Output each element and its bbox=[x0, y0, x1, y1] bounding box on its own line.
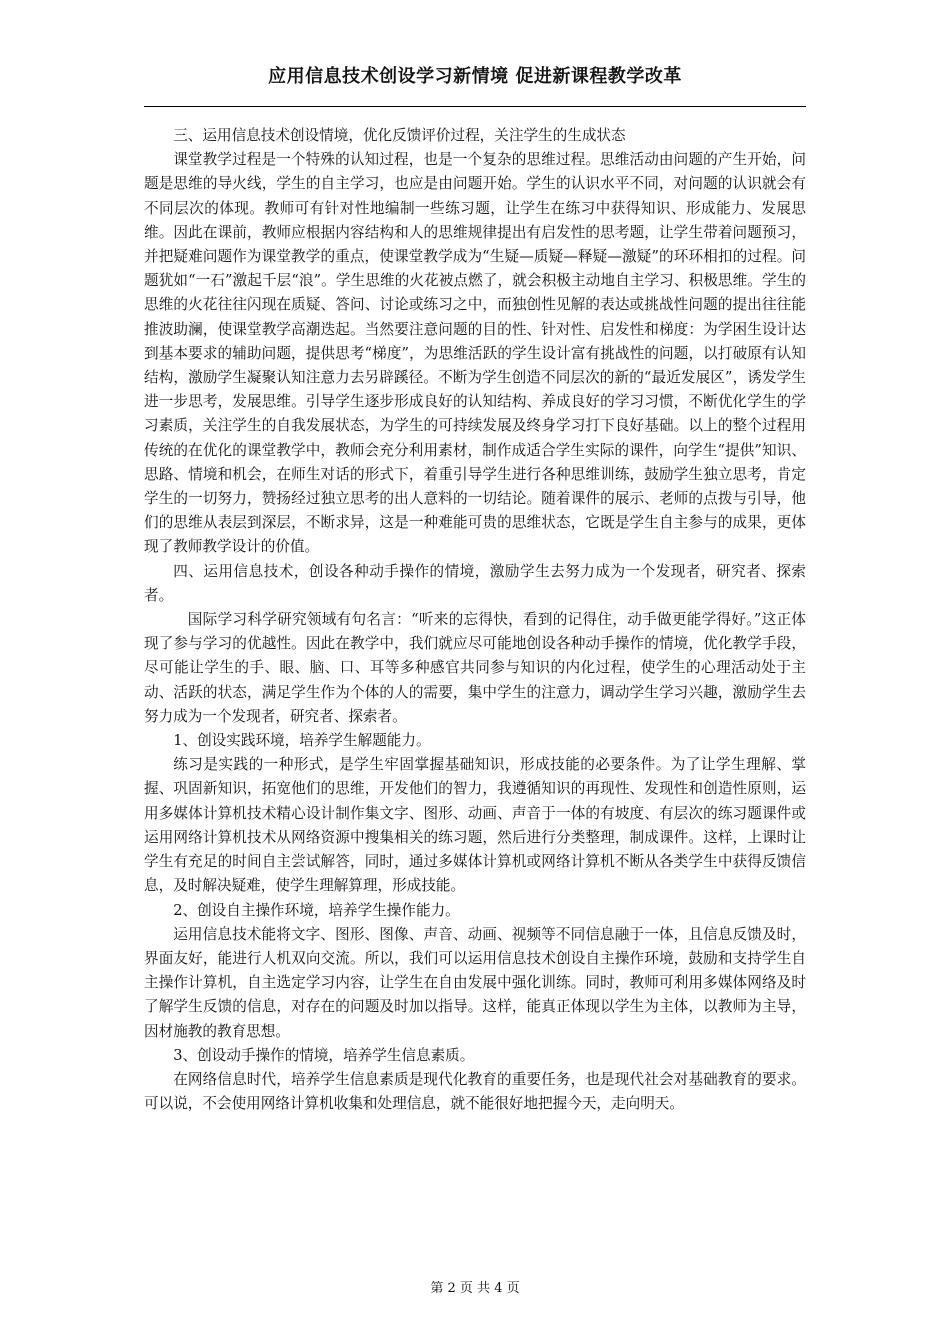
page-header-title: 应用信息技术创设学习新情境 促进新课程教学改革 bbox=[268, 66, 682, 87]
body-paragraph: 练习是实践的一种形式，是学生牢固掌握基础知识，形成技能的必要条件。为了让学生理解、掌握、巩固新知识，拓宽他们的思维，开发他们的智力，我遵循知识的再现性、发现性和创造性原则，运用多媒体计算机技术精心设计制作集文字、图形、动画、声音于一体的有坡度、有层次的练习题课件或运用网络计算机技术从网络资源中搜集相关的练习题，然后进行分类整理，制成课件。这样，上课时让学生有充足的时间自主尝试解答，同时，通过多媒体计算机或网络计算机不断从各类学生中获得反馈信息，及时解决疑难，使学生理解算理，形成技能。 bbox=[144, 756, 806, 895]
body-paragraph: 在网络信息时代，培养学生信息素质是现代化教育的重要任务，也是现代社会对基础教育的要求。可以说，不会使用网络计算机收集和处理信息，就不能很好地把握今天，走向明天。 bbox=[144, 1070, 806, 1113]
section-heading-4: 四、运用信息技术，创设各种动手操作的情境，激励学生去努力成为一个发现者，研究者、探索者。 bbox=[144, 562, 806, 604]
body-paragraph: 运用信息技术能将文字、图形、图像、声音、动画、视频等不同信息融于一体，且信息反馈及时，界面友好，能进行人机双向交流。所以，我们可以运用信息技术创设自主操作环境，鼓励和支持学生自主操作计算机，自主选定学习内容，让学生在自由发展中强化训练。同时，教师可利用多媒体网络及时了解学生反馈的信息，对存在的问题及时加以指导。这样，能真正体现以学生为主体，以教师为主导，因材施教的教育思想。 bbox=[144, 925, 806, 1040]
subheading-1: 1、创设实践环境，培养学生解题能力。 bbox=[173, 732, 431, 750]
body-paragraph: 国际学习科学研究领域有句名言：“听来的忘得快，看到的记得住，动手做更能学得好。”这正体现了参与学习的优越性。因此在教学中，我们就应尽可能地创设各种动手操作的情境，优化教学手段，尽可能让学生的手、眼、脑、口、耳等多种感官共同参与知识的内化过程，使学生的心理活动处于主动、活跃的状态，满足学生作为个体的人的需要，集中学生的注意力，调动学生学习兴趣，激励学生去努力成为一个发现者，研究者、探索者。 bbox=[144, 611, 806, 725]
section-heading-3: 三、运用信息技术创设情境，优化反馈评价过程，关注学生的生成状态 bbox=[173, 127, 626, 144]
page-number-footer: 第 2 页 共 4 页 bbox=[430, 1281, 520, 1296]
document-body bbox=[144, 124, 806, 1116]
subheading-3: 3、创设动手操作的情境，培养学生信息素质。 bbox=[173, 1046, 475, 1064]
body-paragraph: 课堂教学过程是一个特殊的认知过程，也是一个复杂的思维过程。思维活动由问题的产生开始，问题是思维的导火线，学生的自主学习，也应是由问题开始。学生的认识水平不同，对问题的认识就会有不同层次的体现。教师可有针对性地编制一些练习题，让学生在练习中获得知识、形成能力、发展思维。因此在课前，教师应根据内容结构和人的思维规律提出有启发性的思考题，让学生带着问题预习，并把疑难问题作为课堂教学的重点，使课堂教学成为“生疑—质疑—释疑—激疑”的环环相扣的过程。问题犹如“一石”激起千层“浪”。学生思维的火花被点燃了，就会积极主动地自主学习、积极思维。学生的思维的火花往往闪现在质疑、答问、讨论或练习之中，而独创性见解的表达或挑战性问题的提出往往能推波助澜，使课堂教学高潮迭起。当然要注意问题的目的性、针对性、启发性和梯度：为学困生设计达到基本要求的辅助问题，提供思考“梯度”，为思维活跃的学生设计富有挑战性的问题，以打破原有认知结构，激励学生凝聚认知注意力去另辟蹊径。不断为学生创造不同层次的新的“最近发展区”，诱发学生进一步思考，发展思维。引导学生逐步形成良好的认知结构、养成良好的学习习惯，不断优化学生的学习素质，关注学生的自我发展状态，为学生的可持续发展及终身学习打下良好基础。以上的整个过程用传统的在优化的课堂教学中，教师会充分利用素材，制作成适合学生实际的课件，向学生“提供”知识、思路、情境和机会，在师生对话的形式下，着重引导学生进行各种思维训练，鼓励学生独立思考，肯定学生的一切努力，赞扬经过独立思考的出人意料的一切结论。随着课件的展示、老师的点拨与引导，他们的思维从表层到深层，不断求异，这是一种难能可贵的思维状态，它既是学生自主参与的成果，更体现了教师教学设计的价值。 bbox=[144, 151, 806, 556]
subheading-2: 2、创设自主操作环境，培养学生操作能力。 bbox=[173, 901, 460, 919]
header-divider bbox=[144, 106, 806, 107]
